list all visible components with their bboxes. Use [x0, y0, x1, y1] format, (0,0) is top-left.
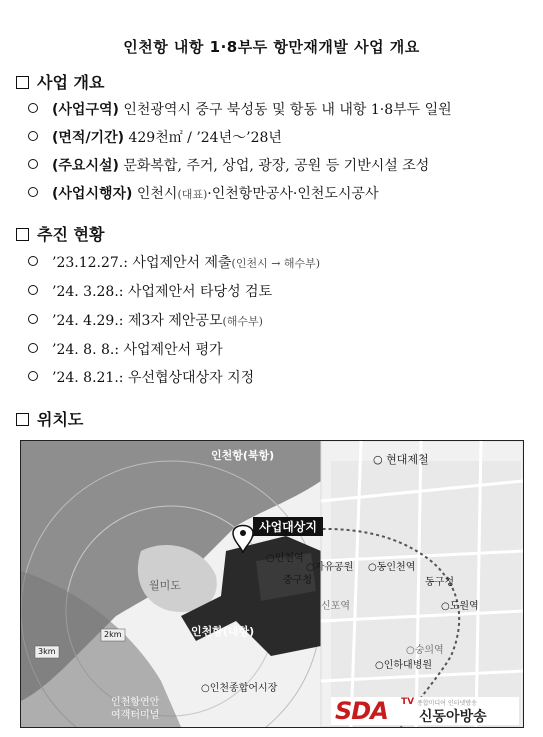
- map-label-donggu-office: 동구청: [425, 577, 454, 588]
- circle-bullet-icon: [28, 285, 38, 295]
- square-bullet-icon: [16, 76, 29, 89]
- map-label-north-port: 인천항(북항): [211, 449, 275, 462]
- page-title: 인천항 내항 1·8부두 항만재개발 사업 개요: [123, 38, 420, 56]
- map-label-site: 사업대상지: [253, 517, 323, 536]
- map-label-freedom-park: ○자유공원: [306, 562, 354, 573]
- map-label-3km: 3km: [38, 647, 56, 656]
- map-label-ferry2: 여객터미널: [111, 710, 160, 721]
- map-label-dowon: ○도원역: [441, 601, 479, 612]
- map-label-inha-hospital: ○인하대병원: [375, 660, 433, 671]
- overview-item: (면적/기간) 429천㎡ / ’24년～’28년: [28, 127, 282, 147]
- circle-bullet-icon: [28, 343, 38, 353]
- square-bullet-icon: [16, 413, 29, 426]
- section-progress: 추진 현황: [16, 222, 104, 245]
- map-label-wolmido: 월미도: [149, 579, 181, 592]
- progress-item: ’24. 8. 8.: 사업제안서 평가: [28, 339, 223, 359]
- circle-bullet-icon: [28, 314, 38, 324]
- square-bullet-icon: [16, 228, 29, 241]
- progress-item: ’23.12.27.: 사업제안서 제출(인천시 → 해수부): [28, 252, 320, 272]
- map-label-dongincheon: ○동인천역: [368, 562, 416, 573]
- circle-bullet-icon: [28, 103, 38, 113]
- location-map: [20, 440, 524, 728]
- sda-logo: SDA TV 종합미디어 인터넷방송 신동아방송: [331, 697, 519, 725]
- progress-item: ’24. 8.21.: 우선협상대상자 지정: [28, 367, 254, 387]
- map-label-sinpo: 신포역: [321, 601, 350, 612]
- map-label-junggu-office: 중구청: [283, 575, 312, 586]
- section-location: 위치도: [16, 407, 83, 430]
- map-label-ferry: 인천항연안: [111, 697, 160, 708]
- circle-bullet-icon: [28, 371, 38, 381]
- overview-item: (주요시설) 문화복합, 주거, 상업, 광장, 공원 등 기반시설 조성: [28, 155, 429, 175]
- overview-item: (사업시행자) 인천시(대표)·인천항만공사·인천도시공사: [28, 183, 379, 203]
- circle-bullet-icon: [28, 131, 38, 141]
- overview-item: (사업구역) 인천광역시 중구 북성동 및 항동 내 내항 1·8부두 일원: [28, 99, 452, 119]
- map-label-inner-port: 인천항(내항): [191, 625, 255, 638]
- map-label-incheon-station: ○인천역: [266, 553, 304, 564]
- progress-item: ’24. 4.29.: 제3자 제안공모(해수부): [28, 310, 263, 330]
- map-label-2km: 2km: [104, 630, 122, 639]
- map-label-songui: ○숭의역: [406, 645, 444, 656]
- progress-item: ’24. 3.28.: 사업제안서 타당성 검토: [28, 281, 272, 301]
- circle-bullet-icon: [28, 256, 38, 266]
- section-overview: 사업 개요: [16, 70, 104, 93]
- circle-bullet-icon: [28, 187, 38, 197]
- circle-bullet-icon: [28, 159, 38, 169]
- map-label-fish-market: ○인천종합어시장: [201, 683, 278, 694]
- map-label-hyundai-steel: ○ 현대제철: [373, 453, 429, 466]
